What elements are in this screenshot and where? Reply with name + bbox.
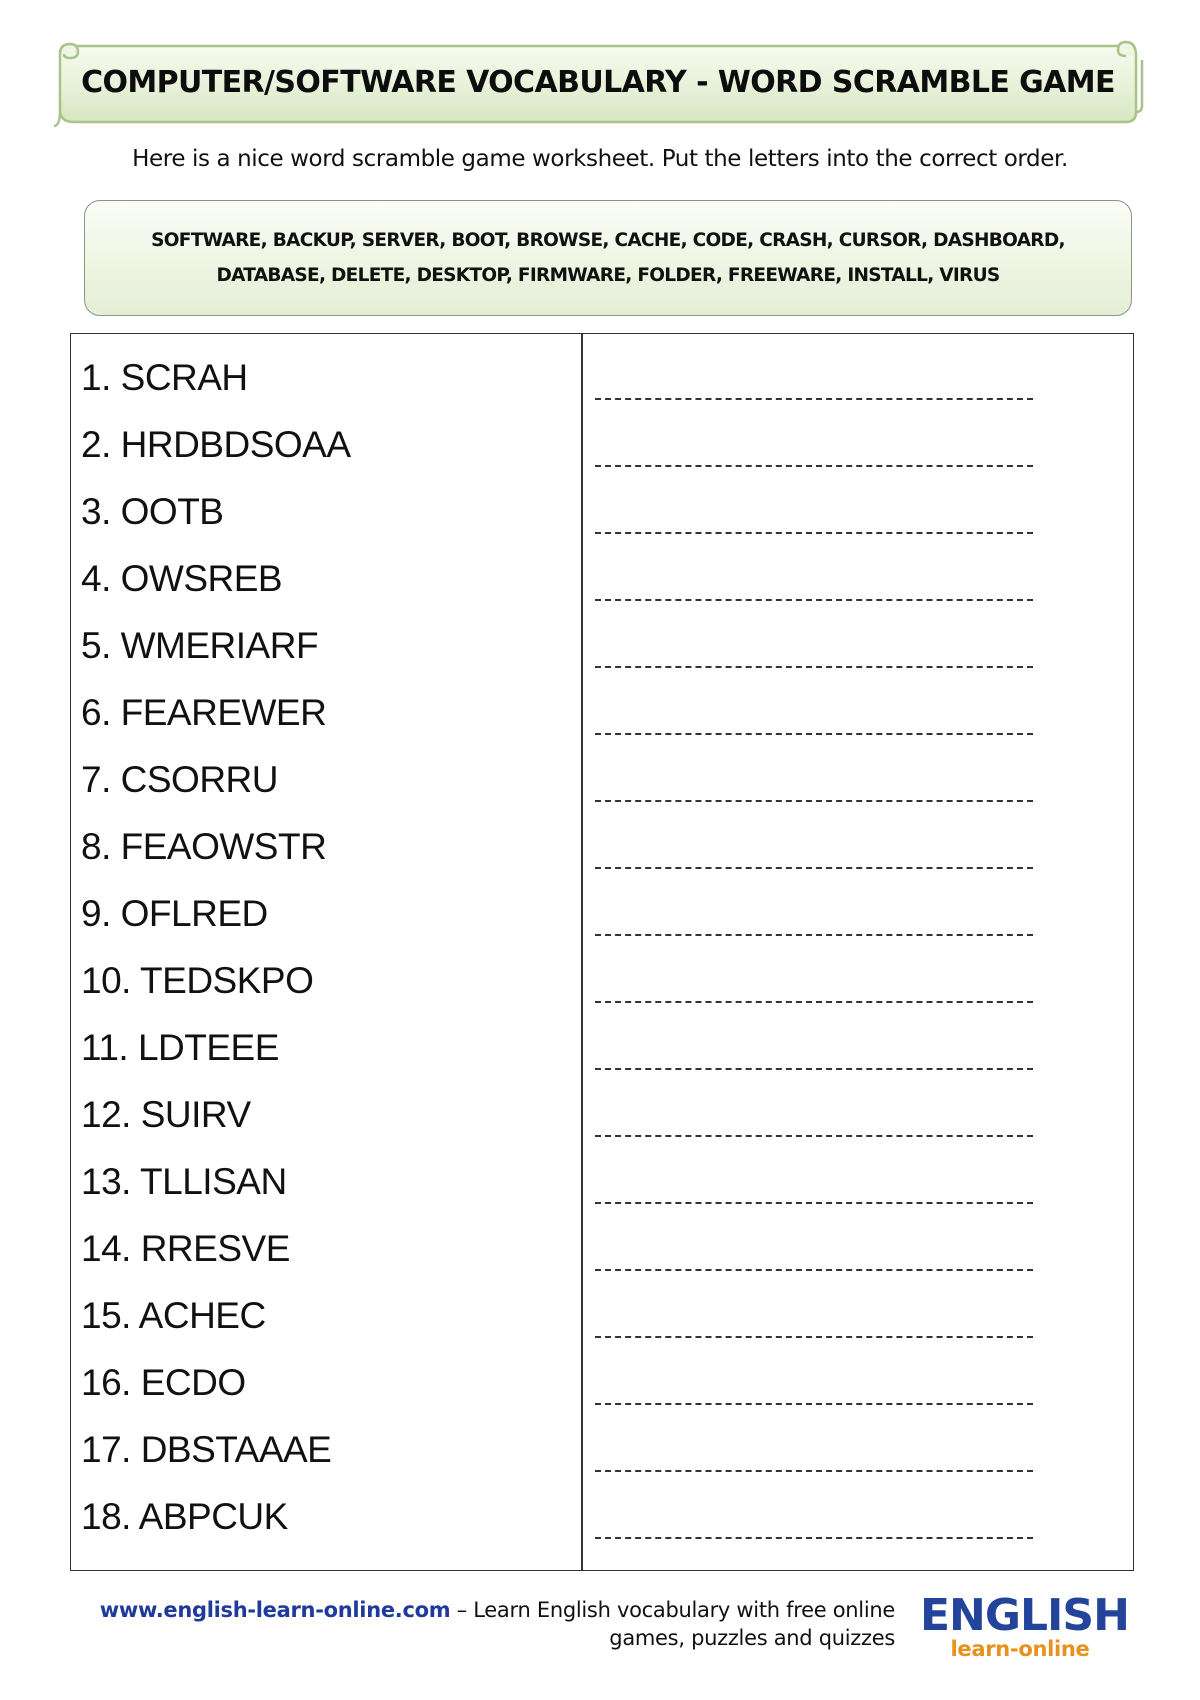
scrambled-word: 16. ECDO — [81, 1362, 246, 1403]
answer-line[interactable] — [595, 398, 1033, 400]
exercise-row — [71, 553, 1133, 620]
answer-line[interactable] — [595, 1001, 1033, 1003]
footer-tagline: games, puzzles and quizzes — [609, 1626, 895, 1650]
scrambled-word: 3. OOTB — [81, 491, 224, 532]
exercise-row — [71, 955, 1133, 1022]
answer-line[interactable] — [595, 1068, 1033, 1070]
answer-line[interactable] — [595, 1202, 1033, 1204]
word-bank-box — [84, 200, 1132, 316]
footer-tagline: – Learn English vocabulary with free online — [450, 1598, 895, 1622]
answer-line[interactable] — [595, 1403, 1033, 1405]
scrambled-word: 13. TLLISAN — [81, 1161, 287, 1202]
scrambled-word: 11. LDTEEE — [81, 1027, 279, 1068]
exercise-row — [71, 1491, 1133, 1558]
scrambled-word: 8. FEAOWSTR — [81, 826, 327, 867]
instructions-text: Here is a nice word scramble game worksheet. Put the letters into the correct order. — [132, 146, 1068, 172]
title-banner — [52, 40, 1144, 128]
answer-line[interactable] — [595, 867, 1033, 869]
scrambled-word: 12. SUIRV — [81, 1094, 251, 1135]
english-learn-online-logo — [920, 1590, 1129, 1664]
scrambled-word: 10. TEDSKPO — [81, 960, 314, 1001]
exercise-table — [70, 333, 1134, 1571]
logo-main-text: ENGLISH — [920, 1590, 1129, 1641]
exercise-row — [71, 687, 1133, 754]
exercise-row — [71, 1022, 1133, 1089]
answer-line[interactable] — [595, 733, 1033, 735]
scrambled-word: 14. RRESVE — [81, 1228, 290, 1269]
worksheet-title: COMPUTER/SOFTWARE VOCABULARY - WORD SCRAMBLE GAME — [81, 64, 1115, 100]
scrambled-word: 9. OFLRED — [81, 893, 268, 934]
exercise-row — [71, 1290, 1133, 1357]
scrambled-word: 18. ABPCUK — [81, 1496, 288, 1537]
exercise-row — [71, 1424, 1133, 1491]
footer-text — [50, 1596, 895, 1652]
answer-line[interactable] — [595, 800, 1033, 802]
scrambled-word: 4. OWSREB — [81, 558, 283, 599]
scrambled-word: 7. CSORRU — [81, 759, 278, 800]
footer-line — [50, 1596, 895, 1624]
exercise-row — [71, 821, 1133, 888]
answer-line[interactable] — [595, 1135, 1033, 1137]
exercise-row — [71, 888, 1133, 955]
website-link[interactable]: www.english-learn-online.com — [99, 1598, 451, 1622]
scrambled-word: 2. HRDBDSOAA — [81, 424, 351, 465]
exercise-row — [71, 1357, 1133, 1424]
answer-line[interactable] — [595, 1269, 1033, 1271]
scrambled-word: 15. ACHEC — [81, 1295, 266, 1336]
exercise-row — [71, 1223, 1133, 1290]
exercise-row — [71, 486, 1133, 553]
answer-line[interactable] — [595, 1537, 1033, 1539]
answer-line[interactable] — [595, 1470, 1033, 1472]
answer-line[interactable] — [595, 1336, 1033, 1338]
scrambled-word: 6. FEAREWER — [81, 692, 327, 733]
answer-line[interactable] — [595, 532, 1033, 534]
word-bank-list — [128, 223, 1088, 293]
scrambled-word: 1. SCRAH — [81, 357, 248, 398]
exercise-row — [71, 352, 1133, 419]
exercise-row — [71, 419, 1133, 486]
word-bank-line: DATABASE, DELETE, DESKTOP, FIRMWARE, FOLDER, FREEWARE, INSTALL, VIRUS — [216, 265, 1000, 286]
answer-line[interactable] — [595, 666, 1033, 668]
exercise-rows — [71, 352, 1133, 1558]
answer-line[interactable] — [595, 465, 1033, 467]
scrambled-word: 17. DBSTAAAE — [81, 1429, 332, 1470]
scrambled-word: 5. WMERIARF — [81, 625, 319, 666]
exercise-row — [71, 620, 1133, 687]
answer-line[interactable] — [595, 599, 1033, 601]
exercise-row — [71, 1156, 1133, 1223]
word-bank-line: SOFTWARE, BACKUP, SERVER, BOOT, BROWSE, CACHE, CODE, CRASH, CURSOR, DASHBOARD, — [151, 230, 1065, 251]
logo-sub-text: learn-online — [950, 1637, 1090, 1661]
answer-line[interactable] — [595, 934, 1033, 936]
exercise-row — [71, 1089, 1133, 1156]
exercise-row — [71, 754, 1133, 821]
